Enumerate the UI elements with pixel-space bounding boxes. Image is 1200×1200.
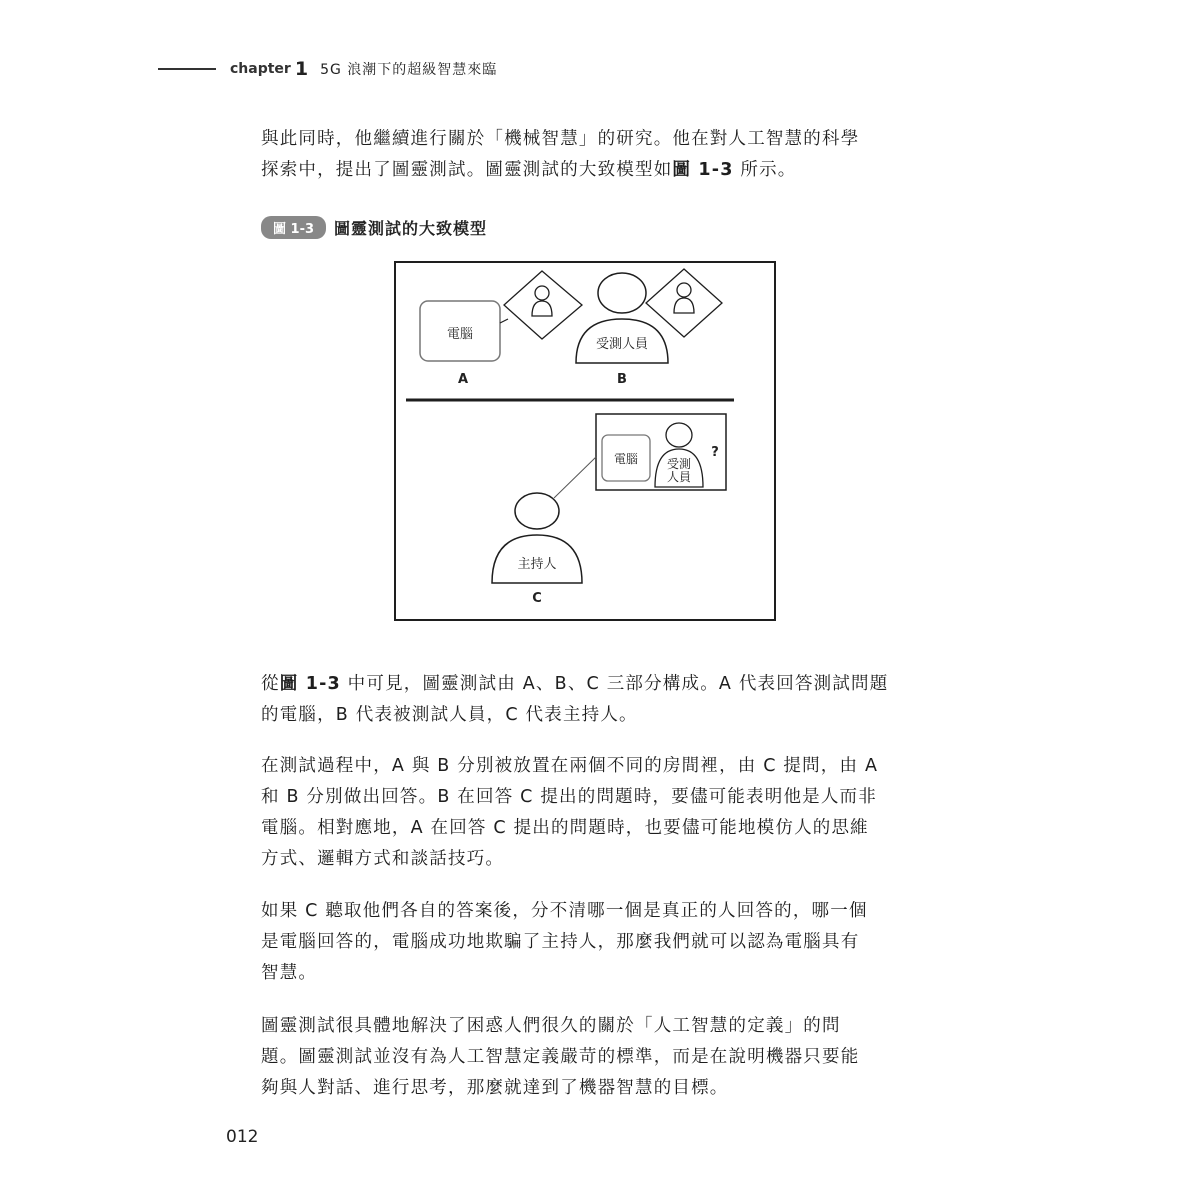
intro-line-2-post: 所示。 (733, 160, 797, 180)
diagram-canvas (394, 261, 776, 621)
figure-title: 圖靈測試的大致模型 (334, 219, 488, 238)
person-b-head (598, 273, 646, 313)
connector-a (500, 319, 508, 323)
host-screen-connector (554, 457, 596, 498)
page-number: 012 (226, 1127, 259, 1147)
p2-line-1: 在測試過程中，A 與 B 分別被放置在兩個不同的房間裡，由 C 提問，由 A (261, 756, 879, 776)
screen-subject-label-1: 受測 (666, 457, 692, 471)
paragraph-2 (261, 751, 921, 875)
running-header (158, 56, 497, 82)
host-c-label: 主持人 (517, 557, 557, 572)
p1-pre: 從 (261, 674, 280, 694)
chapter-number: 1 (294, 58, 309, 80)
p2-line-3: 電腦。相對應地，A 在回答 C 提出的問題時，也要儘可能地模仿人的思維 (261, 818, 869, 838)
subject-b-label: 受測人員 (595, 337, 649, 352)
turing-test-diagram (394, 261, 776, 621)
chapter-title: 5G 浪潮下的超級智慧來臨 (320, 62, 498, 78)
paragraph-4 (261, 1011, 921, 1104)
figure-caption (261, 216, 487, 239)
screen-subject-label-2: 人員 (666, 470, 692, 484)
paragraph-3 (261, 896, 921, 989)
p1-figure-reference: 圖 1-3 (279, 674, 341, 694)
p3-line-1: 如果 C 聽取他們各自的答案後，分不清哪一個是真正的人回答的，哪一個 (261, 901, 868, 921)
chapter-label: chapter (230, 61, 291, 77)
p4-line-3: 夠與人對話、進行思考，那麼就達到了機器智慧的目標。 (261, 1078, 729, 1098)
computer-a-label: 電腦 (446, 327, 474, 342)
paragraph-1 (261, 669, 921, 731)
person-c-head (515, 493, 559, 529)
p1-line-2: 的電腦，B 代表被測試人員，C 代表主持人。 (261, 705, 638, 725)
screen-person-head (666, 423, 692, 447)
p4-line-2: 題。圖靈測試並沒有為人工智慧定義嚴苛的標準，而是在說明機器只要能 (261, 1047, 860, 1067)
p3-line-3: 智慧。 (261, 963, 318, 983)
screen-computer-label: 電腦 (613, 452, 639, 466)
p3-line-2: 是電腦回答的，電腦成功地欺騙了主持人，那麼我們就可以認為電腦具有 (261, 932, 860, 952)
p1-line-1: 中可見，圖靈測試由 A、B、C 三部分構成。A 代表回答測試問題 (340, 674, 889, 694)
figure-badge: 圖 1-3 (261, 216, 326, 239)
intro-line-1: 與此同時，他繼續進行關於「機械智慧」的研究。他在對人工智慧的科學 (261, 129, 860, 149)
figure-reference: 圖 1-3 (672, 160, 734, 180)
speech-bubble-a (504, 271, 582, 339)
p2-line-2: 和 B 分別做出回答。B 在回答 C 提出的問題時，要儘可能表明他是人而非 (261, 787, 877, 807)
header-rule (158, 68, 216, 70)
question-mark: ? (711, 445, 719, 460)
label-b: B (617, 372, 627, 387)
intro-paragraph (261, 124, 921, 186)
p4-line-1: 圖靈測試很具體地解決了困惑人們很久的關於「人工智慧的定義」的問 (261, 1016, 841, 1036)
label-a: A (457, 372, 469, 387)
intro-line-2-pre: 探索中，提出了圖靈測試。圖靈測試的大致模型如 (261, 160, 673, 180)
label-c: C (532, 591, 542, 606)
p2-line-4: 方式、邏輯方式和談話技巧。 (261, 849, 505, 869)
speech-bubble-b (646, 269, 722, 337)
